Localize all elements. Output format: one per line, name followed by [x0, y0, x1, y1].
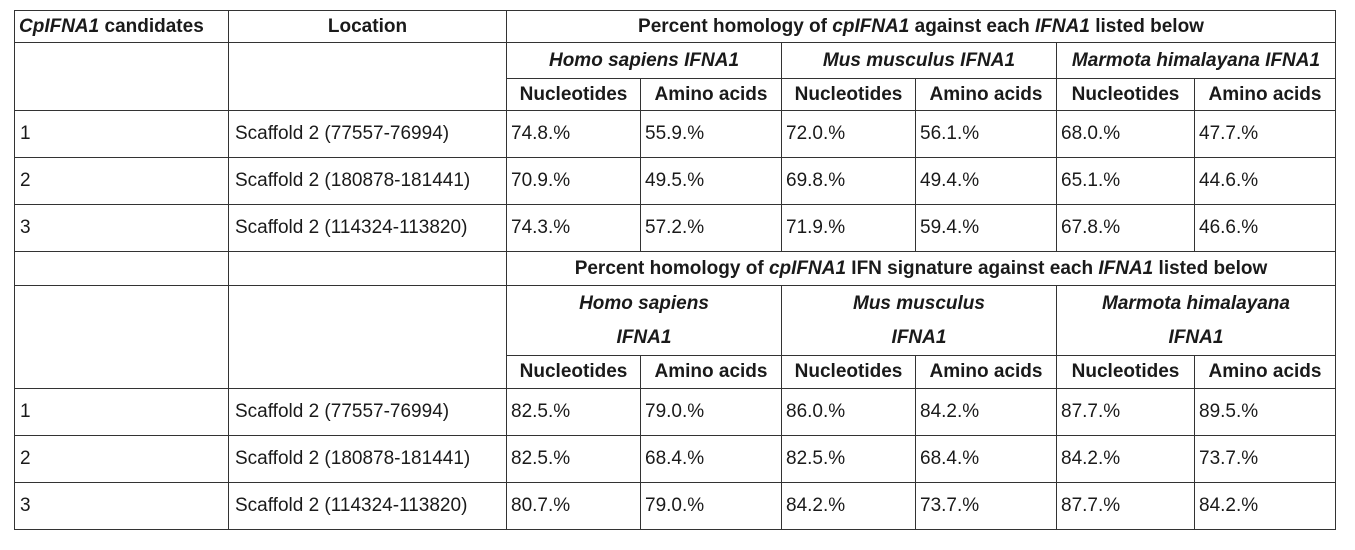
candidate-id: 3 — [15, 483, 229, 530]
candidate-id: 1 — [15, 111, 229, 158]
species-line1: Homo sapiens — [579, 292, 709, 314]
species-line1: Marmota himalayana — [1102, 292, 1290, 314]
sub-nucleotides: Nucleotides — [1057, 79, 1195, 111]
species-row-top — [15, 43, 1336, 79]
value-cell: 49.5.% — [641, 158, 782, 205]
table-row — [15, 158, 1336, 205]
species-marmota: Marmota himalayana IFNA1 — [1057, 43, 1336, 79]
sub-amino-acids: Amino acids — [641, 356, 782, 389]
value-cell: 68.4.% — [916, 436, 1057, 483]
table-row — [15, 205, 1336, 252]
header-top-italic2: IFNA1 — [1035, 15, 1090, 37]
sig-prefix: Percent homology of — [574, 257, 769, 279]
sub-nucleotides: Nucleotides — [782, 79, 916, 111]
value-cell: 84.2.% — [782, 483, 916, 530]
header-signature-homology — [507, 252, 1336, 286]
value-cell: 84.2.% — [916, 389, 1057, 436]
sub-amino-acids: Amino acids — [1195, 356, 1336, 389]
candidate-id: 2 — [15, 158, 229, 205]
empty-cell — [15, 252, 229, 286]
table-row — [15, 436, 1336, 483]
species-homo-sapiens: Homo sapiens IFNA1 — [507, 43, 782, 79]
species-marmota — [1057, 286, 1336, 356]
value-cell: 71.9.% — [782, 205, 916, 252]
value-cell: 68.0.% — [1057, 111, 1195, 158]
value-cell: 73.7.% — [1195, 436, 1336, 483]
value-cell: 57.2.% — [641, 205, 782, 252]
sub-amino-acids: Amino acids — [641, 79, 782, 111]
empty-cell — [15, 286, 229, 389]
value-cell: 44.6.% — [1195, 158, 1336, 205]
sig-mid: IFN signature against each — [846, 257, 1099, 279]
sub-amino-acids: Amino acids — [1195, 79, 1336, 111]
location-cell: Scaffold 2 (114324-113820) — [229, 483, 507, 530]
header-top-italic: cpIFNA1 — [832, 15, 910, 37]
value-cell: 87.7.% — [1057, 389, 1195, 436]
value-cell: 79.0.% — [641, 483, 782, 530]
sub-amino-acids: Amino acids — [916, 356, 1057, 389]
sub-amino-acids: Amino acids — [916, 79, 1057, 111]
header-top-prefix: Percent homology of — [638, 15, 833, 37]
value-cell: 49.4.% — [916, 158, 1057, 205]
header-location: Location — [229, 11, 507, 43]
table-row — [15, 389, 1336, 436]
table-row — [15, 111, 1336, 158]
value-cell: 82.5.% — [782, 436, 916, 483]
value-cell: 74.8.% — [507, 111, 641, 158]
value-cell: 68.4.% — [641, 436, 782, 483]
value-cell: 84.2.% — [1057, 436, 1195, 483]
value-cell: 69.8.% — [782, 158, 916, 205]
value-cell: 82.5.% — [507, 436, 641, 483]
sig-italic: cpIFNA1 — [768, 257, 847, 279]
species-mus-musculus: Mus musculus IFNA1 — [782, 43, 1057, 79]
value-cell: 55.9.% — [641, 111, 782, 158]
table-row — [15, 483, 1336, 530]
signature-header-row — [15, 252, 1336, 286]
candidate-id: 3 — [15, 205, 229, 252]
value-cell: 87.7.% — [1057, 483, 1195, 530]
sig-suffix: listed below — [1153, 257, 1268, 279]
header-top-suffix: listed below — [1089, 15, 1204, 37]
candidate-id: 2 — [15, 436, 229, 483]
value-cell: 72.0.% — [782, 111, 916, 158]
value-cell: 70.9.% — [507, 158, 641, 205]
empty-cell — [229, 286, 507, 389]
value-cell: 59.4.% — [916, 205, 1057, 252]
value-cell: 47.7.% — [1195, 111, 1336, 158]
location-cell: Scaffold 2 (114324-113820) — [229, 205, 507, 252]
value-cell: 79.0.% — [641, 389, 782, 436]
sig-italic2: IFNA1 — [1098, 257, 1154, 279]
header-row-main — [15, 11, 1336, 43]
header-candidates-rest: candidates — [99, 15, 204, 37]
empty-cell — [229, 43, 507, 111]
sub-nucleotides: Nucleotides — [1057, 356, 1195, 389]
value-cell: 46.6.% — [1195, 205, 1336, 252]
header-candidates-italic: CpIFNA1 — [19, 15, 100, 37]
value-cell: 73.7.% — [916, 483, 1057, 530]
value-cell: 67.8.% — [1057, 205, 1195, 252]
location-cell: Scaffold 2 (77557-76994) — [229, 111, 507, 158]
value-cell: 80.7.% — [507, 483, 641, 530]
sub-nucleotides: Nucleotides — [782, 356, 916, 389]
homology-table — [14, 10, 1336, 530]
species-homo-sapiens — [507, 286, 782, 356]
header-percent-homology — [507, 11, 1336, 43]
header-top-mid: against each — [909, 15, 1036, 37]
value-cell: 84.2.% — [1195, 483, 1336, 530]
species-row-bottom — [15, 286, 1336, 356]
sub-nucleotides: Nucleotides — [507, 356, 641, 389]
species-line2: IFNA1 — [1168, 326, 1224, 348]
sub-nucleotides: Nucleotides — [507, 79, 641, 111]
species-line2: IFNA1 — [616, 326, 672, 348]
value-cell: 65.1.% — [1057, 158, 1195, 205]
value-cell: 74.3.% — [507, 205, 641, 252]
header-candidates — [15, 11, 229, 43]
location-cell: Scaffold 2 (77557-76994) — [229, 389, 507, 436]
species-line1: Mus musculus — [853, 292, 985, 314]
value-cell: 56.1.% — [916, 111, 1057, 158]
location-cell: Scaffold 2 (180878-181441) — [229, 436, 507, 483]
empty-cell — [229, 252, 507, 286]
location-cell: Scaffold 2 (180878-181441) — [229, 158, 507, 205]
value-cell: 86.0.% — [782, 389, 916, 436]
candidate-id: 1 — [15, 389, 229, 436]
species-mus-musculus — [782, 286, 1057, 356]
empty-cell — [15, 43, 229, 111]
value-cell: 89.5.% — [1195, 389, 1336, 436]
value-cell: 82.5.% — [507, 389, 641, 436]
species-line2: IFNA1 — [891, 326, 947, 348]
